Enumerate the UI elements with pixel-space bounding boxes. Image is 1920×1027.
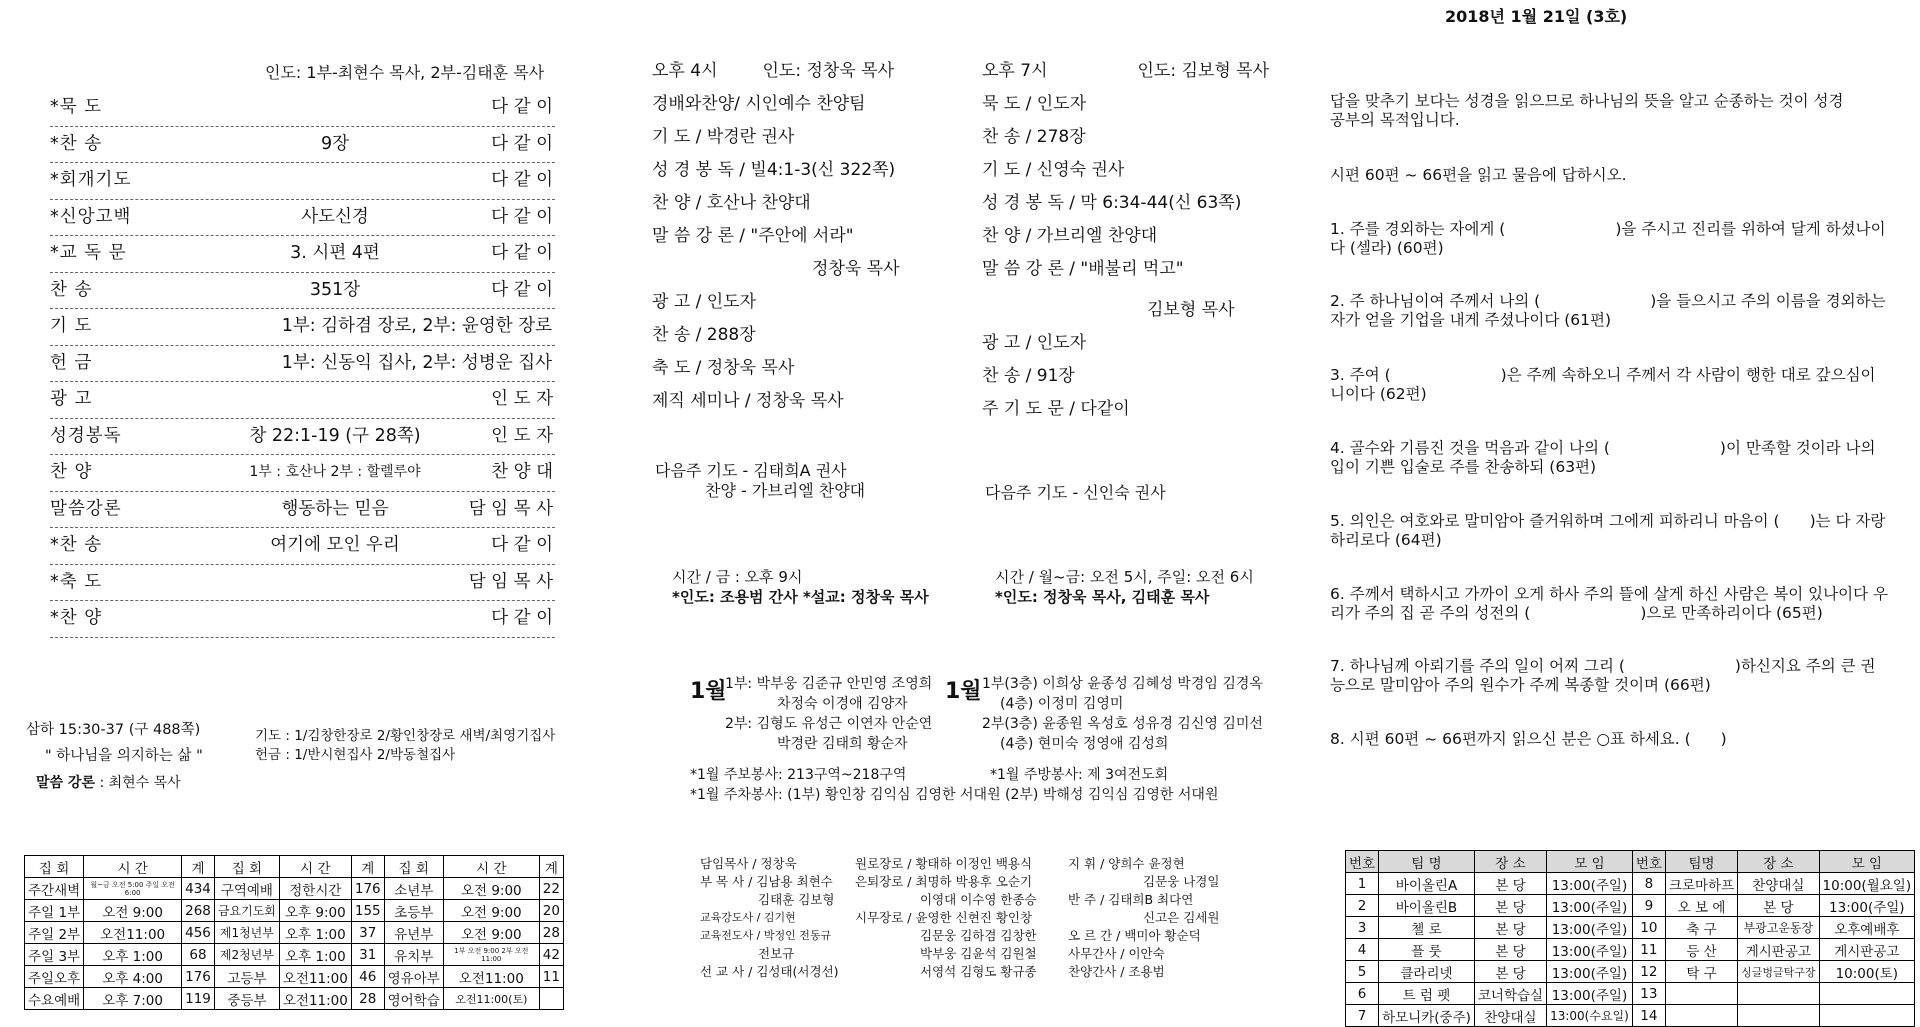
pm4-heading: 오후 4시 인도: 정창욱 목사 — [652, 61, 894, 81]
sunrise-prayer: 기도 : 1/김창한장로 2/황인창장로 새벽/최영기집사 — [255, 728, 556, 744]
worship-row: *찬 양 다 같 이 — [50, 601, 555, 638]
worship-row: 성경봉독 창 22:1-19 (구 28쪽) 인 도 자 — [50, 419, 555, 456]
table-row: 5 클라리넷 본 당 13:00(주일) 12 탁 구 싱글벙글탁구장 10:00(토) — [1346, 961, 1915, 983]
table-row: 2 바이올린B 본 당 13:00(주일) 9 오 보 에 본 당 13:00(주일) — [1346, 895, 1915, 917]
table-row: 주간새벽 월~금 오전 5:00 주일 오전 6:00 434 구역예배 정한시간 176 소년부 오전 9:00 22 — [25, 878, 564, 900]
choir-left: 1부: 박부웅 김준규 안민영 조영희 차정숙 이경애 김양자 2부: 김형도 유성근 이연자 안순연 박경란 김태희 황순자 — [725, 676, 933, 752]
pm7-next-prayer: 다음주 기도 - 신인숙 권사 — [985, 483, 1166, 502]
table-row: 수요예배 오후 7:00 119 중등부 오전11:00 28 영어학습 오전11:00(토) — [25, 988, 564, 1010]
pm7-service: 오후 7시 인도: 김보형 목사 묵 도 / 인도자 찬 송 / 278장 기 도 / 신영숙 권사 성 경 봉 독 / 막 6:34-44(신 63쪽) 찬 양 / 가브리엘 찬양대 말 씀 강 론 / "배불리 먹고" 김보형 목사 광 고 / 인도자 찬 송 / 91장 주 기 도 문 / 다같이 — [982, 55, 1269, 426]
pm4-next-prayer: 다음주 기도 - 김태희A 권사 — [655, 461, 847, 480]
quiz-question: 8. 시편 60편 ~ 66편까지 읽으신 분은 ○표 하세요. ( ) — [1330, 730, 1727, 748]
month-label-left: 1월 — [690, 679, 727, 704]
worship-leader: 인도: 1부-최현수 목사, 2부-김태훈 목사 — [265, 63, 545, 82]
sunrise-sermon: 말씀 강론 : 최현수 목사 — [36, 775, 181, 791]
table-header-row: 집 회 시 간 계 집 회 시 간 계 집 회 시 간 계 — [25, 856, 564, 878]
quiz-question: 5. 의인은 여호와로 말미암아 즐거워하며 그에게 피하리니 마음이 ( )는 다 자랑하리로다 (64편) — [1330, 512, 1886, 549]
sunrise-scripture: 삼하 15:30-37 (구 488쪽) — [26, 722, 201, 738]
attendance-table — [24, 855, 564, 1010]
table-row: 7 하모니카(중주) 찬양대실 13:00(수요일) 14 — [1346, 1005, 1915, 1027]
worship-row: 말씀강론 행동하는 믿음 담 임 목 사 — [50, 492, 555, 529]
table-row: 주일 1부 오전 9:00 268 금요기도회 오후 9:00 155 초등부 오전 9:00 20 — [25, 900, 564, 922]
staff-col-1: 담임목사 / 정창욱 부 목 사 / 김남용 최현수 김태훈 김보형 교육강도사 / 김기현 교육전도사 / 박정인 전동규 전보규 선 교 사 / 김성태(서경선) — [700, 856, 839, 979]
table-row: 3 첼 로 본 당 13:00(주일) 10 축 구 부광고운동장 오후예배후 — [1346, 917, 1915, 939]
worship-row: 찬 송 351장 다 같 이 — [50, 273, 555, 310]
team-table — [1345, 850, 1915, 1027]
bulletin-date: 2018년 1월 21일 (3호) — [1445, 7, 1628, 26]
table-header-row: 번호 팀 명 장 소 모 임 번호 팀명 장 소 모 임 — [1346, 851, 1915, 873]
quiz-question: 1. 주를 경외하는 자에게 ( )을 주시고 진리를 위하여 달게 하셨나이다 (셀라) (60편) — [1330, 220, 1886, 257]
worship-row: 광 고 인 도 자 — [50, 382, 555, 419]
bulletin-service: *1월 주보봉사: 213구역~218구역 — [690, 767, 907, 783]
quiz-question: 6. 주께서 택하시고 가까이 오게 하사 주의 뜰에 살게 하신 사람은 복이 있나이다 우리가 주의 집 곧 주의 성전의 ( )으로 만족하리이다 (65편) — [1330, 585, 1888, 622]
pm4-next-praise: 찬양 - 가브리엘 찬양대 — [705, 481, 866, 500]
table-row: 주일오후 오후 4:00 176 고등부 오전11:00 46 영유아부 오전11:00 11 — [25, 966, 564, 988]
pm7-heading: 오후 7시 인도: 김보형 목사 — [982, 61, 1269, 81]
worship-row: *찬 송 여기에 모인 우리 다 같 이 — [50, 528, 555, 565]
sunrise-title: " 하나님을 의지하는 삶 " — [45, 748, 203, 764]
worship-row: *신앙고백 사도신경 다 같 이 — [50, 200, 555, 237]
quiz-instruction: 시편 60편 ~ 66편을 읽고 물음에 답하시오. — [1330, 166, 1627, 184]
month-label-right: 1월 — [945, 679, 982, 704]
table-row: 주일 2부 오전11:00 456 제1청년부 오후 1:00 37 유년부 오전 9:00 28 — [25, 922, 564, 944]
order-of-worship — [50, 90, 555, 638]
worship-row: *찬 송 9장 다 같 이 — [50, 127, 555, 164]
quiz-question: 3. 주여 ( )은 주께 속하오니 주께서 각 사람이 행한 대로 갚으심이니이다 (62편) — [1330, 366, 1876, 403]
worship-row: 헌 금 1부: 신동익 집사, 2부: 성병운 집사 — [50, 346, 555, 383]
kitchen-service: *1월 주방봉사: 제 3여전도회 — [990, 767, 1169, 783]
friday-leader: *인도: 조용범 간사 *설교: 정창욱 목사 — [672, 588, 929, 606]
table-row: 주일 3부 오후 1:00 68 제2청년부 오후 1:00 31 유치부 1부 오전 9:00 2부 오전 11:00 42 — [25, 944, 564, 966]
friday-time: 시간 / 금 : 오후 9시 — [672, 568, 803, 586]
worship-row: 기 도 1부: 김하겸 장로, 2부: 윤영한 장로 — [50, 309, 555, 346]
parking-service: *1월 주차봉사: (1부) 황인창 김익심 김영한 서대원 (2부) 박해성 김익심 김영한 서대원 — [690, 787, 1219, 803]
staff-col-2: 원로장로 / 황태하 이정인 백용식 은퇴장로 / 최명하 박용후 오순기 이영대 이수영 한종승 시무장로 / 윤영한 신현진 황인창 김문웅 김하겸 김창한 박부웅 김윤석 김원철 서영석 김형도 황규종 — [855, 856, 1037, 979]
table-row: 6 트 럼 펫 코너학습실 13:00(주일) 13 — [1346, 983, 1915, 1005]
quiz-question: 7. 하나님께 아뢰기를 주의 일이 어찌 그리 ( )하신지요 주의 큰 권능으로 말미암아 주의 원수가 주께 복종할 것이며 (66편) — [1330, 657, 1876, 694]
quiz-question: 2. 주 하나님이여 주께서 나의 ( )을 들으시고 주의 이름을 경외하는 자가 얻을 기업을 내게 주셨나이다 (61편) — [1330, 292, 1886, 329]
worship-row: *회개기도 다 같 이 — [50, 163, 555, 200]
sunrise-offering: 헌금 : 1/반시현집사 2/박동철집사 — [255, 747, 456, 763]
worship-row: *축 도 담 임 목 사 — [50, 565, 555, 602]
table-row: 4 플 룻 본 당 13:00(주일) 11 등 산 게시판공고 게시판공고 — [1346, 939, 1915, 961]
dawn-time: 시간 / 월~금: 오전 5시, 주일: 오전 6시 — [995, 568, 1254, 586]
dawn-leader: *인도: 정창욱 목사, 김태훈 목사 — [995, 588, 1210, 606]
staff-col-3: 지 휘 / 양희수 윤정현 김문웅 나경일 반 주 / 김태희B 최다연 신고은 김세원 오 르 간 / 백미아 황순덕 사무간사 / 이안숙 찬양간사 / 조용범 — [1068, 856, 1220, 979]
pm4-service: 오후 4시 인도: 정창욱 목사 경배와찬양/ 시인예수 찬양팀 기 도 / 박경란 권사 성 경 봉 독 / 빌4:1-3(신 322쪽) 찬 양 / 호산나 찬양대 말 씀 강 론 / "주안에 서라" 정창욱 목사 광 고 / 인도자 찬 송 / 288장 축 도 / 정창욱 목사 제직 세미나 / 정창욱 목사 — [652, 55, 900, 418]
worship-row: 찬 양 1부 : 호산나 2부 : 할렐루야 찬 양 대 — [50, 455, 555, 492]
quiz-question: 4. 골수와 기름진 것을 먹음과 같이 나의 ( )이 만족할 것이라 나의 입이 기쁜 입술로 주를 찬송하되 (63편) — [1330, 439, 1876, 476]
quiz-intro: 답을 맞추기 보다는 성경을 읽으므로 하나님의 뜻을 알고 순종하는 것이 성경공부의 목적입니다. — [1330, 92, 1844, 129]
table-row: 1 바이올린A 본 당 13:00(주일) 8 크로마하프 찬양대실 10:00(월요일) — [1346, 873, 1915, 895]
worship-row: *교 독 문 3. 시편 4편 다 같 이 — [50, 236, 555, 273]
worship-row: *묵 도 다 같 이 — [50, 90, 555, 127]
choir-right: 1부(3층) 이희상 윤종성 김혜성 박경임 김경옥 (4층) 이정미 김영미 2부(3층) 윤종원 옥성호 성유경 김신영 김미선 (4층) 현미숙 정영애 김성희 — [982, 676, 1263, 752]
